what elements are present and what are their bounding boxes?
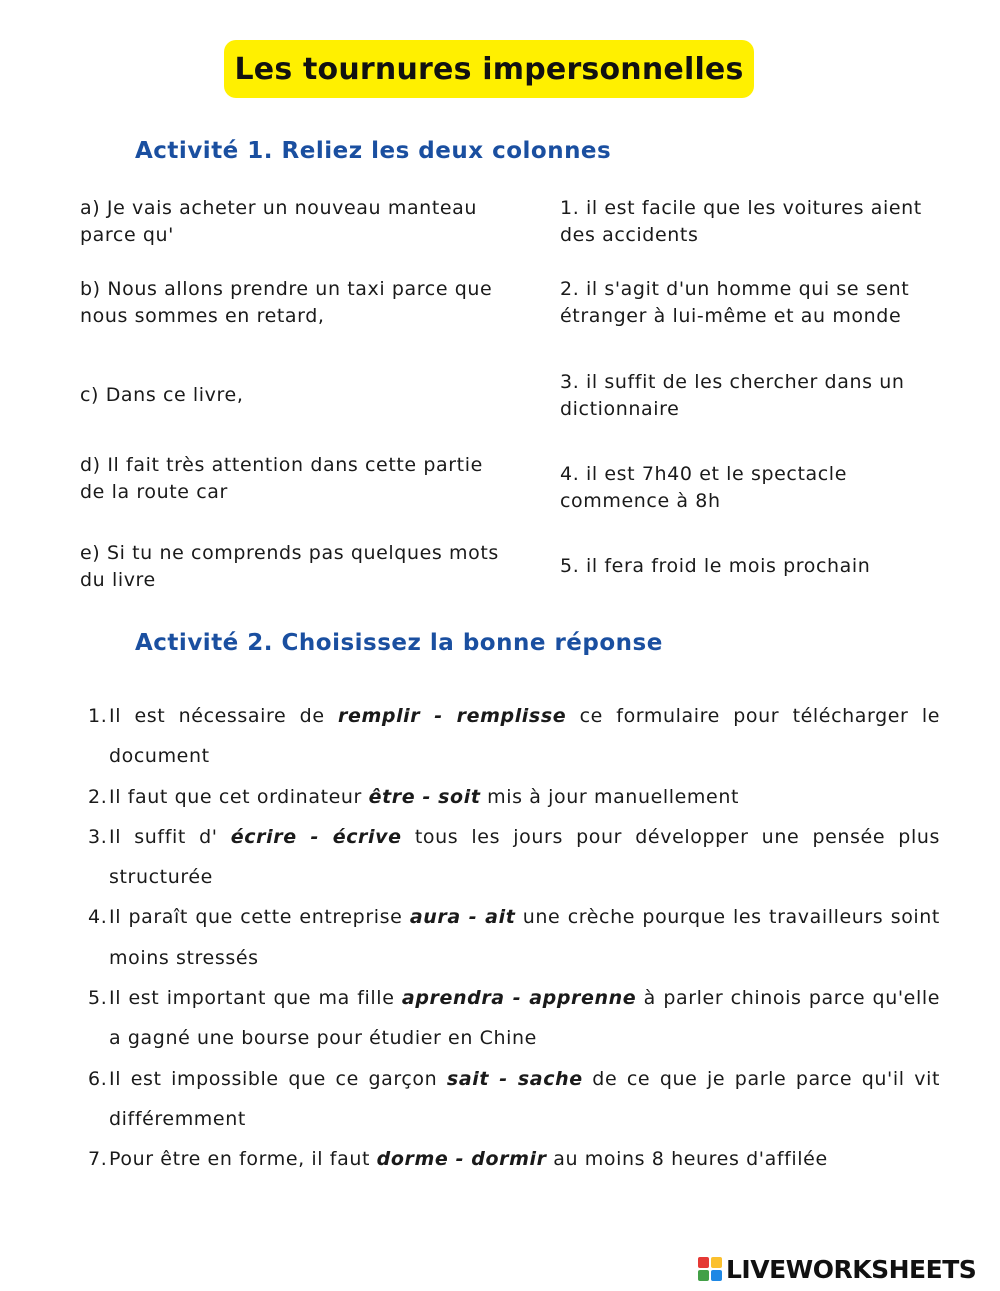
item-number: 2.: [88, 785, 108, 808]
list-item: [88, 817, 940, 898]
left-item-a: a) Je vais acheter un nouveau manteau parce qu': [80, 197, 478, 246]
item-number: 6.: [88, 1067, 108, 1090]
item-number: 5.: [88, 987, 108, 1010]
right-item-2: 2. il s'agit d'un homme qui se sent étranger à lui-même et au monde: [560, 278, 910, 327]
item-number: 1.: [88, 705, 108, 727]
right-item-5: 5. il fera froid le mois prochain: [560, 555, 871, 577]
logo-square-red: [698, 1257, 709, 1268]
item-text: Il faut que cet ordinateur être - soit mis à jour manuellement: [109, 785, 740, 808]
item-number: 7.: [88, 1148, 108, 1171]
left-item-b: b) Nous allons prendre un taxi parce que nous sommes en retard,: [80, 278, 493, 327]
left-item-c: c) Dans ce livre,: [80, 384, 244, 406]
list-item: [88, 1059, 940, 1140]
item-text: Il est nécessaire de remplir - remplisse ce formulaire pour télécharger le document: [109, 705, 940, 768]
logo-square-blue: [711, 1270, 722, 1281]
list-item: [88, 696, 940, 777]
page-title: Les tournures impersonnelles: [234, 51, 744, 87]
answer-choice[interactable]: écrire - écrive: [230, 825, 402, 848]
title-banner: [224, 40, 754, 98]
item-text: Pour être en forme, il faut dorme - dormir au moins 8 heures d'affilée: [109, 1148, 828, 1171]
item-number: 4.: [88, 906, 108, 929]
answer-choice[interactable]: aura - ait: [409, 906, 516, 929]
list-item: [88, 777, 940, 817]
left-item-d: d) Il fait très attention dans cette partie de la route car: [80, 454, 483, 503]
activity1-heading: Activité 1. Reliez les deux colonnes: [135, 138, 612, 164]
right-item-1: 1. il est facile que les voitures aient des accidents: [560, 197, 922, 246]
list-item: [88, 978, 940, 1059]
logo-text: LIVEWORKSHEETS: [726, 1254, 977, 1284]
activity2-heading: Activité 2. Choisissez la bonne réponse: [135, 630, 663, 656]
answer-choice[interactable]: être - soit: [368, 785, 481, 808]
item-number: 3.: [88, 825, 108, 848]
item-text: Il suffit d' écrire - écrive tous les jours pour développer une pensée plus structurée: [109, 825, 940, 889]
activity2-list: [88, 696, 940, 1180]
logo-square-green: [698, 1270, 709, 1281]
right-item-3: 3. il suffit de les chercher dans un dictionnaire: [560, 371, 905, 420]
list-item: [88, 1139, 940, 1179]
left-item-e: e) Si tu ne comprends pas quelques mots du livre: [80, 542, 499, 591]
logo-square-yellow: [711, 1257, 722, 1268]
right-item-4: 4. il est 7h40 et le spectacle commence à 8h: [560, 463, 847, 512]
item-text: Il paraît que cette entreprise aura - ait une crèche pourque les travailleurs soint moins stressés: [109, 906, 940, 969]
logo-mark-icon: [698, 1257, 722, 1281]
answer-choice[interactable]: sait - sache: [446, 1067, 583, 1090]
answer-choice[interactable]: remplir - remplisse: [338, 705, 567, 727]
answer-choice[interactable]: aprendra - apprenne: [401, 987, 637, 1010]
item-text: Il est impossible que ce garçon sait - sache de ce que je parle parce qu'il vit différemment: [109, 1067, 940, 1130]
liveworksheets-logo: [698, 1254, 976, 1284]
list-item: [88, 897, 940, 978]
item-text: Il est important que ma fille aprendra - apprenne à parler chinois parce qu'elle a gagné une bourse pour étudier en Chine: [109, 987, 941, 1050]
answer-choice[interactable]: dorme - dormir: [376, 1148, 547, 1171]
